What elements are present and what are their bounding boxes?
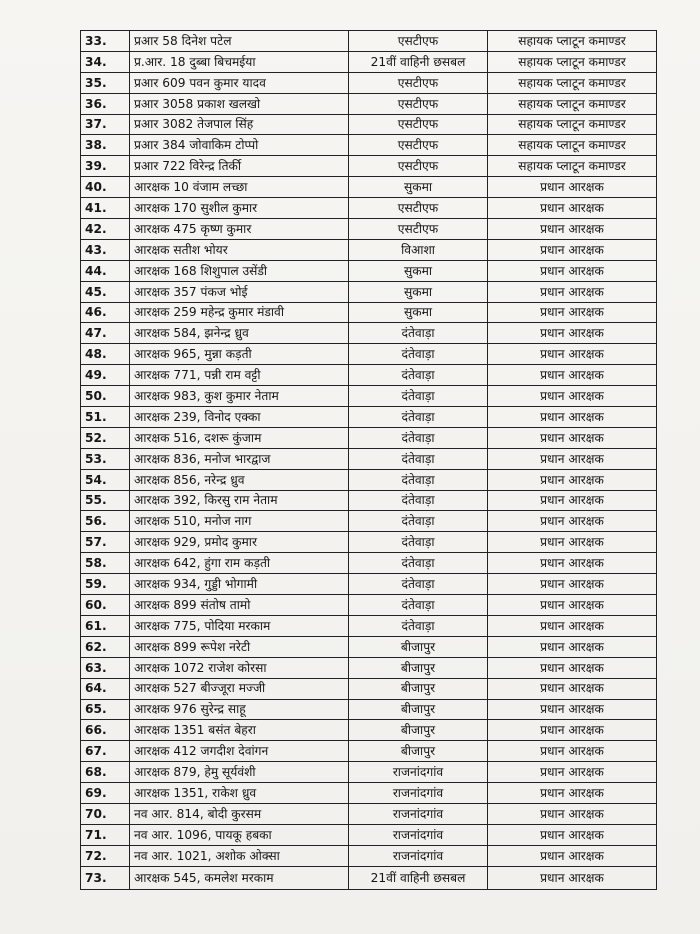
personnel-name: आरक्षक 168 शिशुपाल उसेंडी (130, 260, 349, 281)
unit-name: राजनांदगांव (349, 845, 488, 866)
unit-name: एसटीएफ (349, 198, 488, 219)
table-row (81, 427, 657, 448)
row-number: 53. (81, 448, 130, 469)
promoted-rank: प्रधान आरक्षक (488, 281, 657, 302)
table-row (81, 365, 657, 386)
row-number: 61. (81, 615, 130, 636)
unit-name: एसटीएफ (349, 156, 488, 177)
row-number: 54. (81, 469, 130, 490)
unit-name: बीजापुर (349, 678, 488, 699)
table-row (81, 741, 657, 762)
unit-name: दंतेवाड़ा (349, 386, 488, 407)
unit-name: दंतेवाड़ा (349, 448, 488, 469)
table-row (81, 574, 657, 595)
promoted-rank: प्रधान आरक्षक (488, 260, 657, 281)
row-number: 64. (81, 678, 130, 699)
promoted-rank: प्रधान आरक्षक (488, 615, 657, 636)
row-number: 36. (81, 93, 130, 114)
personnel-name: आरक्षक 642, हुंगा राम कड़ती (130, 553, 349, 574)
personnel-name: आरक्षक 527 बीज्जूरा मज्जी (130, 678, 349, 699)
row-number: 63. (81, 657, 130, 678)
row-number: 67. (81, 741, 130, 762)
promoted-rank: प्रधान आरक्षक (488, 177, 657, 198)
table-row (81, 866, 657, 889)
unit-name: एसटीएफ (349, 219, 488, 240)
unit-name: एसटीएफ (349, 72, 488, 93)
personnel-name: आरक्षक 965, मुन्ना कड़ती (130, 344, 349, 365)
row-number: 60. (81, 595, 130, 616)
table-row (81, 156, 657, 177)
unit-name: दंतेवाड़ा (349, 469, 488, 490)
promoted-rank: प्रधान आरक्षक (488, 448, 657, 469)
row-number: 57. (81, 532, 130, 553)
table-row (81, 177, 657, 198)
row-number: 34. (81, 51, 130, 72)
personnel-name: आरक्षक 259 महेन्द्र कुमार मंडावी (130, 302, 349, 323)
promoted-rank: प्रधान आरक्षक (488, 636, 657, 657)
unit-name: 21वीं वाहिनी छसबल (349, 866, 488, 889)
table-row (81, 135, 657, 156)
promoted-rank: सहायक प्लाटून कमाण्डर (488, 93, 657, 114)
promoted-rank: प्रधान आरक्षक (488, 762, 657, 783)
table-row (81, 720, 657, 741)
promoted-rank: प्रधान आरक्षक (488, 239, 657, 260)
personnel-name: प्रआर 384 जोवाकिम टोप्पो (130, 135, 349, 156)
table-row (81, 469, 657, 490)
table-row (81, 239, 657, 260)
promoted-rank: सहायक प्लाटून कमाण्डर (488, 51, 657, 72)
promoted-rank: प्रधान आरक्षक (488, 532, 657, 553)
unit-name: विआशा (349, 239, 488, 260)
row-number: 65. (81, 699, 130, 720)
personnel-name: आरक्षक सतीश भोयर (130, 239, 349, 260)
table-row (81, 448, 657, 469)
table-row (81, 344, 657, 365)
row-number: 41. (81, 198, 130, 219)
promoted-rank: प्रधान आरक्षक (488, 219, 657, 240)
table-row (81, 657, 657, 678)
row-number: 33. (81, 31, 130, 52)
table-row (81, 386, 657, 407)
table-row (81, 302, 657, 323)
table-row (81, 615, 657, 636)
personnel-name: आरक्षक 170 सुशील कुमार (130, 198, 349, 219)
row-number: 49. (81, 365, 130, 386)
promoted-rank: प्रधान आरक्षक (488, 386, 657, 407)
promoted-rank: प्रधान आरक्षक (488, 511, 657, 532)
unit-name: दंतेवाड़ा (349, 344, 488, 365)
row-number: 72. (81, 845, 130, 866)
unit-name: दंतेवाड़ा (349, 323, 488, 344)
promoted-rank: प्रधान आरक्षक (488, 469, 657, 490)
personnel-name: आरक्षक 771, पन्नी राम वट्टी (130, 365, 349, 386)
row-number: 37. (81, 114, 130, 135)
row-number: 43. (81, 239, 130, 260)
personnel-name: प्रआर 3058 प्रकाश खलखो (130, 93, 349, 114)
row-number: 66. (81, 720, 130, 741)
row-number: 69. (81, 783, 130, 804)
unit-name: दंतेवाड़ा (349, 407, 488, 428)
personnel-name: नव आर. 814, बोदी कुरसम (130, 803, 349, 824)
personnel-name: प्रआर 3082 तेजपाल सिंह (130, 114, 349, 135)
promoted-rank: प्रधान आरक्षक (488, 657, 657, 678)
table-row (81, 595, 657, 616)
unit-name: एसटीएफ (349, 114, 488, 135)
promoted-rank: सहायक प्लाटून कमाण्डर (488, 156, 657, 177)
unit-name: दंतेवाड़ा (349, 532, 488, 553)
unit-name: बीजापुर (349, 657, 488, 678)
row-number: 56. (81, 511, 130, 532)
promoted-rank: प्रधान आरक्षक (488, 302, 657, 323)
unit-name: एसटीएफ (349, 31, 488, 52)
row-number: 70. (81, 803, 130, 824)
table-row (81, 532, 657, 553)
unit-name: बीजापुर (349, 699, 488, 720)
table-row (81, 219, 657, 240)
promoted-rank: प्रधान आरक्षक (488, 866, 657, 889)
unit-name: दंतेवाड़ा (349, 615, 488, 636)
table-row (81, 51, 657, 72)
row-number: 59. (81, 574, 130, 595)
table-row (81, 93, 657, 114)
table-row (81, 803, 657, 824)
personnel-name: आरक्षक 899 रूपेश नरेटी (130, 636, 349, 657)
row-number: 45. (81, 281, 130, 302)
row-number: 47. (81, 323, 130, 344)
personnel-table-body (81, 31, 657, 890)
promoted-rank: प्रधान आरक्षक (488, 323, 657, 344)
row-number: 55. (81, 490, 130, 511)
promoted-rank: प्रधान आरक्षक (488, 845, 657, 866)
personnel-name: आरक्षक 856, नरेन्द्र ध्रुव (130, 469, 349, 490)
table-row (81, 323, 657, 344)
unit-name: दंतेवाड़ा (349, 511, 488, 532)
unit-name: दंतेवाड़ा (349, 595, 488, 616)
personnel-name: आरक्षक 545, कमलेश मरकाम (130, 866, 349, 889)
row-number: 62. (81, 636, 130, 657)
table-row (81, 72, 657, 93)
table-row (81, 260, 657, 281)
personnel-name: आरक्षक 475 कृष्ण कुमार (130, 219, 349, 240)
row-number: 51. (81, 407, 130, 428)
personnel-name: आरक्षक 934, गुड्डी भोगामी (130, 574, 349, 595)
table-row (81, 407, 657, 428)
personnel-name: प्रआर 58 दिनेश पटेल (130, 31, 349, 52)
table-row (81, 281, 657, 302)
unit-name: राजनांदगांव (349, 783, 488, 804)
table-row (81, 636, 657, 657)
personnel-name: आरक्षक 899 संतोष तामो (130, 595, 349, 616)
row-number: 48. (81, 344, 130, 365)
table-row (81, 783, 657, 804)
promoted-rank: प्रधान आरक्षक (488, 198, 657, 219)
row-number: 40. (81, 177, 130, 198)
table-row (81, 553, 657, 574)
promoted-rank: सहायक प्लाटून कमाण्डर (488, 31, 657, 52)
row-number: 38. (81, 135, 130, 156)
row-number: 35. (81, 72, 130, 93)
personnel-name: नव आर. 1021, अशोक ओक्सा (130, 845, 349, 866)
promoted-rank: सहायक प्लाटून कमाण्डर (488, 135, 657, 156)
row-number: 58. (81, 553, 130, 574)
unit-name: बीजापुर (349, 720, 488, 741)
unit-name: सुकमा (349, 281, 488, 302)
promoted-rank: प्रधान आरक्षक (488, 783, 657, 804)
row-number: 46. (81, 302, 130, 323)
promoted-rank: प्रधान आरक्षक (488, 574, 657, 595)
table-row (81, 114, 657, 135)
promoted-rank: प्रधान आरक्षक (488, 553, 657, 574)
unit-name: राजनांदगांव (349, 803, 488, 824)
personnel-name: आरक्षक 1072 राजेश कोरसा (130, 657, 349, 678)
promoted-rank: प्रधान आरक्षक (488, 490, 657, 511)
unit-name: बीजापुर (349, 741, 488, 762)
personnel-name: आरक्षक 412 जगदीश देवांगन (130, 741, 349, 762)
personnel-name: आरक्षक 1351 बसंत बेहरा (130, 720, 349, 741)
promoted-rank: प्रधान आरक्षक (488, 365, 657, 386)
promoted-rank: प्रधान आरक्षक (488, 678, 657, 699)
personnel-name: आरक्षक 983, कुश कुमार नेताम (130, 386, 349, 407)
row-number: 71. (81, 824, 130, 845)
promoted-rank: प्रधान आरक्षक (488, 720, 657, 741)
row-number: 68. (81, 762, 130, 783)
personnel-name: आरक्षक 516, दशरू कुंजाम (130, 427, 349, 448)
personnel-name: आरक्षक 239, विनोद एक्का (130, 407, 349, 428)
unit-name: बीजापुर (349, 636, 488, 657)
table-row (81, 699, 657, 720)
personnel-name: आरक्षक 1351, राकेश ध्रुव (130, 783, 349, 804)
personnel-name: आरक्षक 836, मनोज भारद्वाज (130, 448, 349, 469)
promoted-rank: प्रधान आरक्षक (488, 344, 657, 365)
unit-name: 21वीं वाहिनी छसबल (349, 51, 488, 72)
personnel-name: प्र.आर. 18 दुब्बा बिचमईया (130, 51, 349, 72)
promoted-rank: प्रधान आरक्षक (488, 407, 657, 428)
personnel-name: नव आर. 1096, पायकू हबका (130, 824, 349, 845)
personnel-name: आरक्षक 584, झनेन्द्र ध्रुव (130, 323, 349, 344)
unit-name: एसटीएफ (349, 135, 488, 156)
promoted-rank: प्रधान आरक्षक (488, 824, 657, 845)
row-number: 44. (81, 260, 130, 281)
table-row (81, 678, 657, 699)
unit-name: दंतेवाड़ा (349, 427, 488, 448)
personnel-name: प्रआर 722 विरेन्द्र तिर्की (130, 156, 349, 177)
table-row (81, 845, 657, 866)
personnel-name: आरक्षक 976 सुरेन्द्र साहू (130, 699, 349, 720)
table-row (81, 511, 657, 532)
unit-name: राजनांदगांव (349, 824, 488, 845)
row-number: 73. (81, 866, 130, 889)
promoted-rank: प्रधान आरक्षक (488, 699, 657, 720)
promoted-rank: प्रधान आरक्षक (488, 427, 657, 448)
unit-name: दंतेवाड़ा (349, 365, 488, 386)
promoted-rank: प्रधान आरक्षक (488, 803, 657, 824)
table-row (81, 762, 657, 783)
personnel-name: आरक्षक 879, हेमु सूर्यवंशी (130, 762, 349, 783)
personnel-name: प्रआर 609 पवन कुमार यादव (130, 72, 349, 93)
table-row (81, 31, 657, 52)
table-row (81, 198, 657, 219)
personnel-name: आरक्षक 775, पोदिया मरकाम (130, 615, 349, 636)
unit-name: दंतेवाड़ा (349, 553, 488, 574)
unit-name: एसटीएफ (349, 93, 488, 114)
personnel-name: आरक्षक 510, मनोज नाग (130, 511, 349, 532)
unit-name: राजनांदगांव (349, 762, 488, 783)
row-number: 42. (81, 219, 130, 240)
unit-name: सुकमा (349, 260, 488, 281)
unit-name: सुकमा (349, 177, 488, 198)
row-number: 39. (81, 156, 130, 177)
table-row (81, 490, 657, 511)
promoted-rank: प्रधान आरक्षक (488, 741, 657, 762)
personnel-name: आरक्षक 10 वंजाम लच्छा (130, 177, 349, 198)
promoted-rank: सहायक प्लाटून कमाण्डर (488, 114, 657, 135)
table-row (81, 824, 657, 845)
unit-name: सुकमा (349, 302, 488, 323)
unit-name: दंतेवाड़ा (349, 490, 488, 511)
personnel-name: आरक्षक 357 पंकज भोई (130, 281, 349, 302)
personnel-name: आरक्षक 392, किरसु राम नेताम (130, 490, 349, 511)
personnel-table (80, 30, 657, 890)
row-number: 50. (81, 386, 130, 407)
personnel-name: आरक्षक 929, प्रमोद कुमार (130, 532, 349, 553)
unit-name: दंतेवाड़ा (349, 574, 488, 595)
promoted-rank: प्रधान आरक्षक (488, 595, 657, 616)
promoted-rank: सहायक प्लाटून कमाण्डर (488, 72, 657, 93)
row-number: 52. (81, 427, 130, 448)
